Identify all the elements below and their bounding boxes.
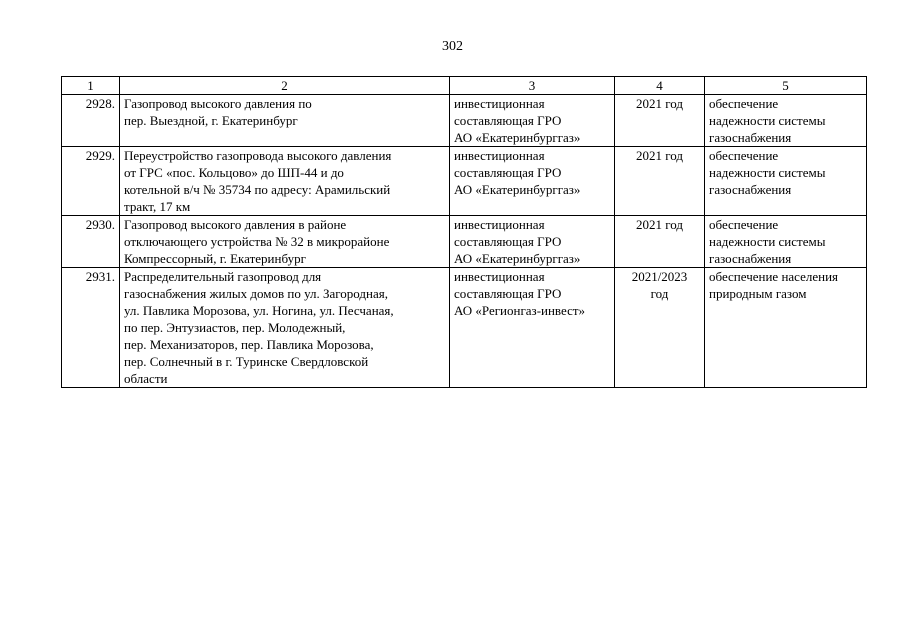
table-row — [62, 95, 867, 147]
purpose-cell: обеспечение надежности системы газоснабжения — [705, 216, 867, 268]
funding-source-cell: инвестиционная составляющая ГРО АО «Екатеринбурггаз» — [450, 216, 615, 268]
year-cell: 2021 год — [615, 95, 705, 147]
projects-table — [61, 76, 867, 388]
column-header: 2 — [120, 77, 450, 95]
table-row — [62, 216, 867, 268]
table-row — [62, 147, 867, 216]
project-name-cell: Газопровод высокого давления в районе отключающего устройства № 32 в микрорайоне Компрессорный, г. Екатеринбург — [120, 216, 450, 268]
column-header: 4 — [615, 77, 705, 95]
row-number-cell: 2928. — [62, 95, 120, 147]
purpose-cell: обеспечение надежности системы газоснабжения — [705, 147, 867, 216]
purpose-cell: обеспечение населения природным газом — [705, 268, 867, 388]
funding-source-cell: инвестиционная составляющая ГРО АО «Регионгаз-инвест» — [450, 268, 615, 388]
column-header: 1 — [62, 77, 120, 95]
funding-source-cell: инвестиционная составляющая ГРО АО «Екатеринбурггаз» — [450, 95, 615, 147]
row-number-cell: 2929. — [62, 147, 120, 216]
project-name-cell: Распределительный газопровод для газоснабжения жилых домов по ул. Загородная, ул. Павлика Морозова, ул. Ногина, ул. Песчаная, по пер. Энтузиастов, пер. Молодежный, пер. Механизаторов, пер. Павлика Морозова, пер. Солнечный в г. Туринске Свердловской области — [120, 268, 450, 388]
column-header: 5 — [705, 77, 867, 95]
project-name-cell: Переустройство газопровода высокого давления от ГРС «пос. Кольцово» до ШП-44 и до котельной в/ч № 35734 по адресу: Арамильский тракт, 17 км — [120, 147, 450, 216]
row-number-cell: 2930. — [62, 216, 120, 268]
column-header: 3 — [450, 77, 615, 95]
year-cell: 2021/2023 год — [615, 268, 705, 388]
year-cell: 2021 год — [615, 216, 705, 268]
purpose-cell: обеспечение надежности системы газоснабжения — [705, 95, 867, 147]
table-header-row — [62, 77, 867, 95]
year-cell: 2021 год — [615, 147, 705, 216]
row-number-cell: 2931. — [62, 268, 120, 388]
funding-source-cell: инвестиционная составляющая ГРО АО «Екатеринбурггаз» — [450, 147, 615, 216]
project-name-cell: Газопровод высокого давления по пер. Выездной, г. Екатеринбург — [120, 95, 450, 147]
table-row — [62, 268, 867, 388]
page-number: 302 — [442, 39, 463, 54]
